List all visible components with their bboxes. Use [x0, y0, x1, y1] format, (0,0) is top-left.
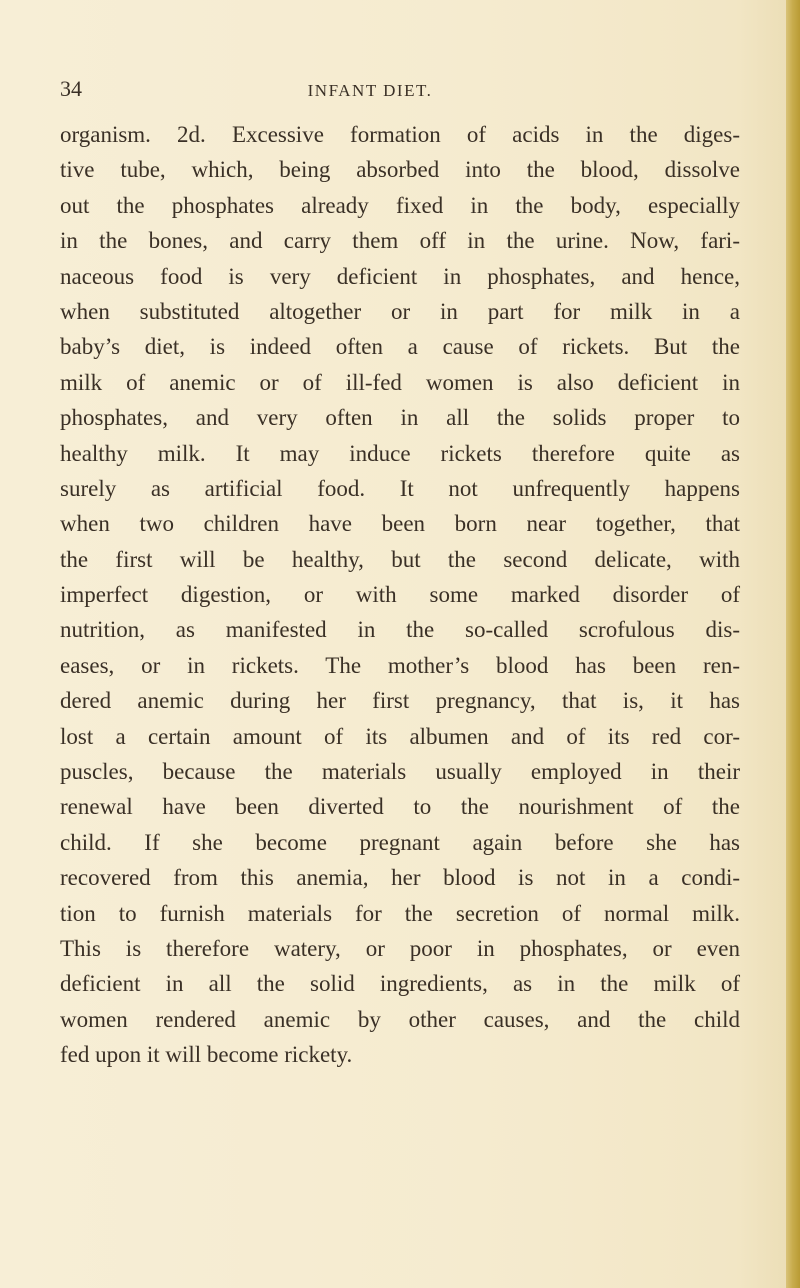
text-line: surely as artificial food. It not unfrequently happens [60, 475, 740, 501]
text-line: eases, or in rickets. The mother’s blood has been ren- [60, 652, 740, 678]
text-line: milk of anemic or of ill-fed women is also deficient in [60, 369, 740, 395]
text-line: dered anemic during her first pregnancy, that is, it has [60, 688, 740, 714]
text-line: naceous food is very deficient in phosphates, and hence, [60, 263, 740, 289]
text-line: fed upon it will become rickety. [60, 1042, 353, 1068]
text-line: tion to furnish materials for the secretion of normal milk. [60, 900, 740, 926]
text-line: lost a certain amount of its albumen and of its red cor- [60, 723, 740, 749]
text-line: This is therefore watery, or poor in phosphates, or even [60, 935, 740, 961]
text-line: the first will be healthy, but the second delicate, with [60, 546, 740, 572]
text-line: when substituted altogether or in part for milk in a [60, 298, 740, 324]
text-line: puscles, because the materials usually employed in their [60, 759, 740, 785]
text-line: child. If she become pregnant again before she has [60, 829, 740, 855]
text-line: organism. 2d. Excessive formation of acids in the diges- [60, 122, 740, 147]
text-line: baby’s diet, is indeed often a cause of rickets. But the [60, 334, 740, 360]
page-edge [786, 0, 800, 1288]
text-line: tive tube, which, being absorbed into the blood, dissolve [60, 157, 740, 183]
page-number: 34 [60, 76, 82, 101]
text-line: imperfect digestion, or with some marked disorder of [60, 582, 740, 608]
text-line: renewal have been diverted to the nourishment of the [60, 794, 740, 820]
text-line: when two children have been born near together, that [60, 511, 740, 537]
text-line: deficient in all the solid ingredients, as in the milk of [60, 971, 740, 997]
text-line: phosphates, and very often in all the solids proper to [60, 405, 740, 431]
running-head: INFANT DIET. [307, 81, 433, 100]
text-line: in the bones, and carry them off in the urine. Now, fari- [60, 228, 740, 254]
text-line: out the phosphates already fixed in the body, especially [60, 192, 740, 218]
text-line: healthy milk. It may induce rickets therefore quite as [60, 440, 740, 466]
page-header [60, 76, 740, 106]
text-line: women rendered anemic by other causes, and the child [60, 1006, 740, 1032]
body-text [60, 117, 740, 1073]
text-line: recovered from this anemia, her blood is not in a condi- [60, 865, 740, 891]
text-line: nutrition, as manifested in the so-called scrofulous dis- [60, 617, 740, 643]
